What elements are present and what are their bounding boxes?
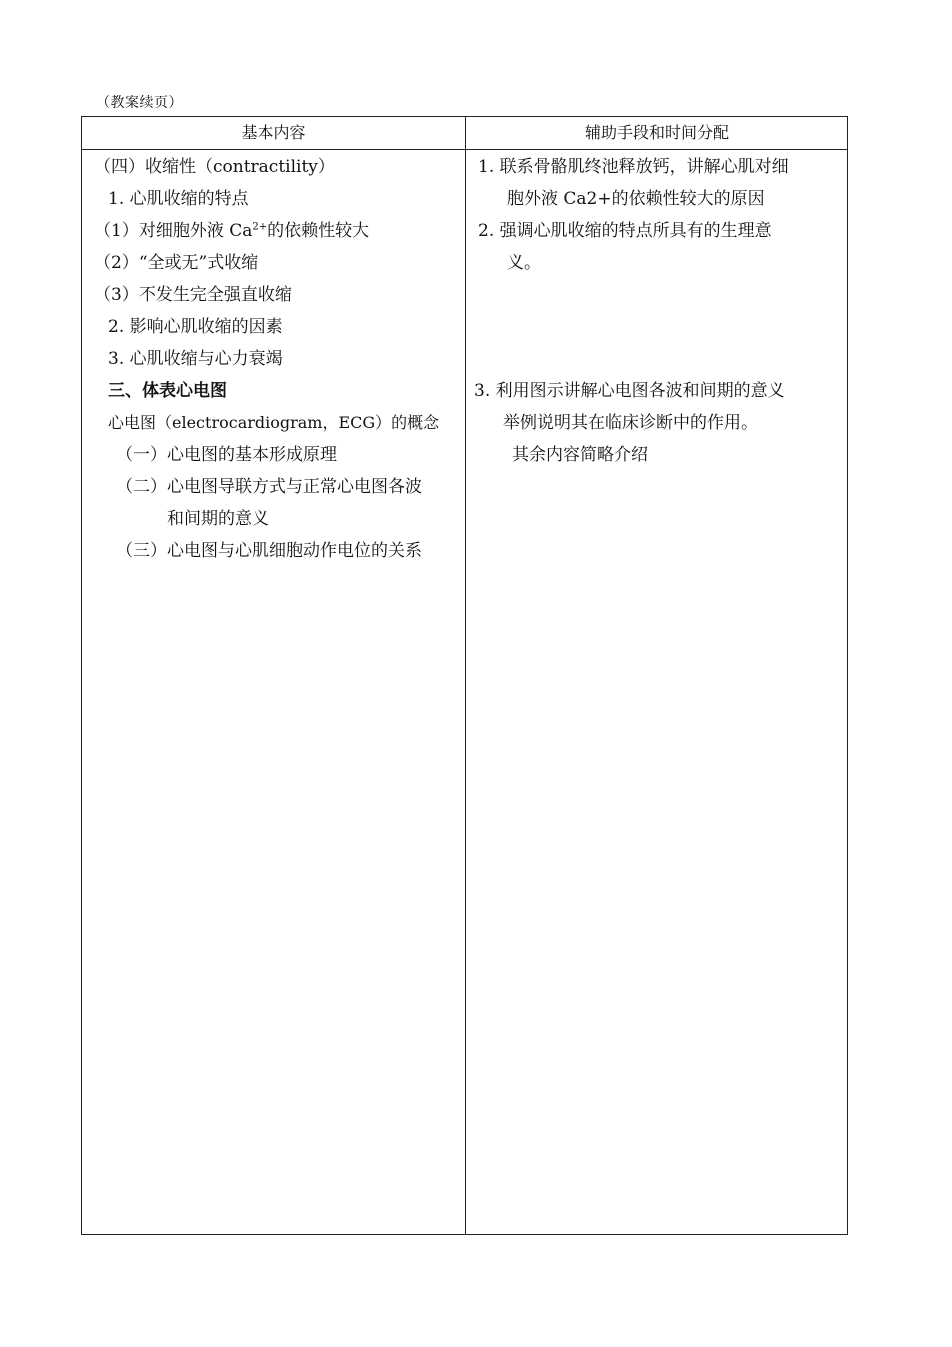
left-line-3-pre: （1）对细胞外液 Ca — [94, 221, 253, 241]
header-aids-time: 辅助手段和时间分配 — [584, 123, 729, 142]
section-heading-ecg: 三、体表心电图 — [108, 381, 227, 401]
left-line-6: 2. 影响心肌收缩的因素 — [108, 317, 283, 337]
left-line-3 — [94, 220, 369, 242]
right-line-7: 其余内容简略介绍 — [512, 445, 648, 465]
header-basic-content: 基本内容 — [241, 123, 306, 142]
left-line-3-post: 的依赖性较大 — [267, 221, 370, 241]
right-line-2: 胞外液 Ca2+的依赖性较大的原因 — [507, 189, 765, 209]
left-line-7: 3. 心肌收缩与心力衰竭 — [108, 349, 283, 369]
right-line-3: 2. 强调心肌收缩的特点所具有的生理意 — [478, 221, 772, 241]
left-line-9: 心电图（electrocardiogram，ECG）的概念 — [108, 413, 440, 432]
left-line-5: （3）不发生完全强直收缩 — [94, 285, 292, 305]
left-line-12: 和间期的意义 — [167, 509, 269, 529]
right-line-6: 举例说明其在临床诊断中的作用。 — [503, 413, 758, 433]
right-line-1: 1. 联系骨骼肌终池释放钙，讲解心肌对细 — [478, 157, 789, 177]
table-header-row — [82, 117, 847, 150]
lesson-plan-table — [81, 116, 848, 1235]
right-line-5: 3. 利用图示讲解心电图各波和间期的意义 — [474, 381, 785, 401]
page-note: （教案续页） — [96, 95, 183, 111]
left-line-2: 1. 心肌收缩的特点 — [108, 189, 249, 209]
superscript-charge: 2+ — [252, 221, 268, 233]
left-line-1: （四）收缩性（contractility） — [94, 157, 335, 177]
right-line-4: 义。 — [507, 253, 541, 273]
left-line-4: （2）“全或无”式收缩 — [94, 253, 259, 273]
left-line-13: （三）心电图与心肌细胞动作电位的关系 — [116, 541, 422, 561]
left-line-10: （一）心电图的基本形成原理 — [116, 445, 337, 465]
column-divider — [465, 117, 466, 1234]
left-line-11: （二）心电图导联方式与正常心电图各波 — [116, 477, 422, 497]
